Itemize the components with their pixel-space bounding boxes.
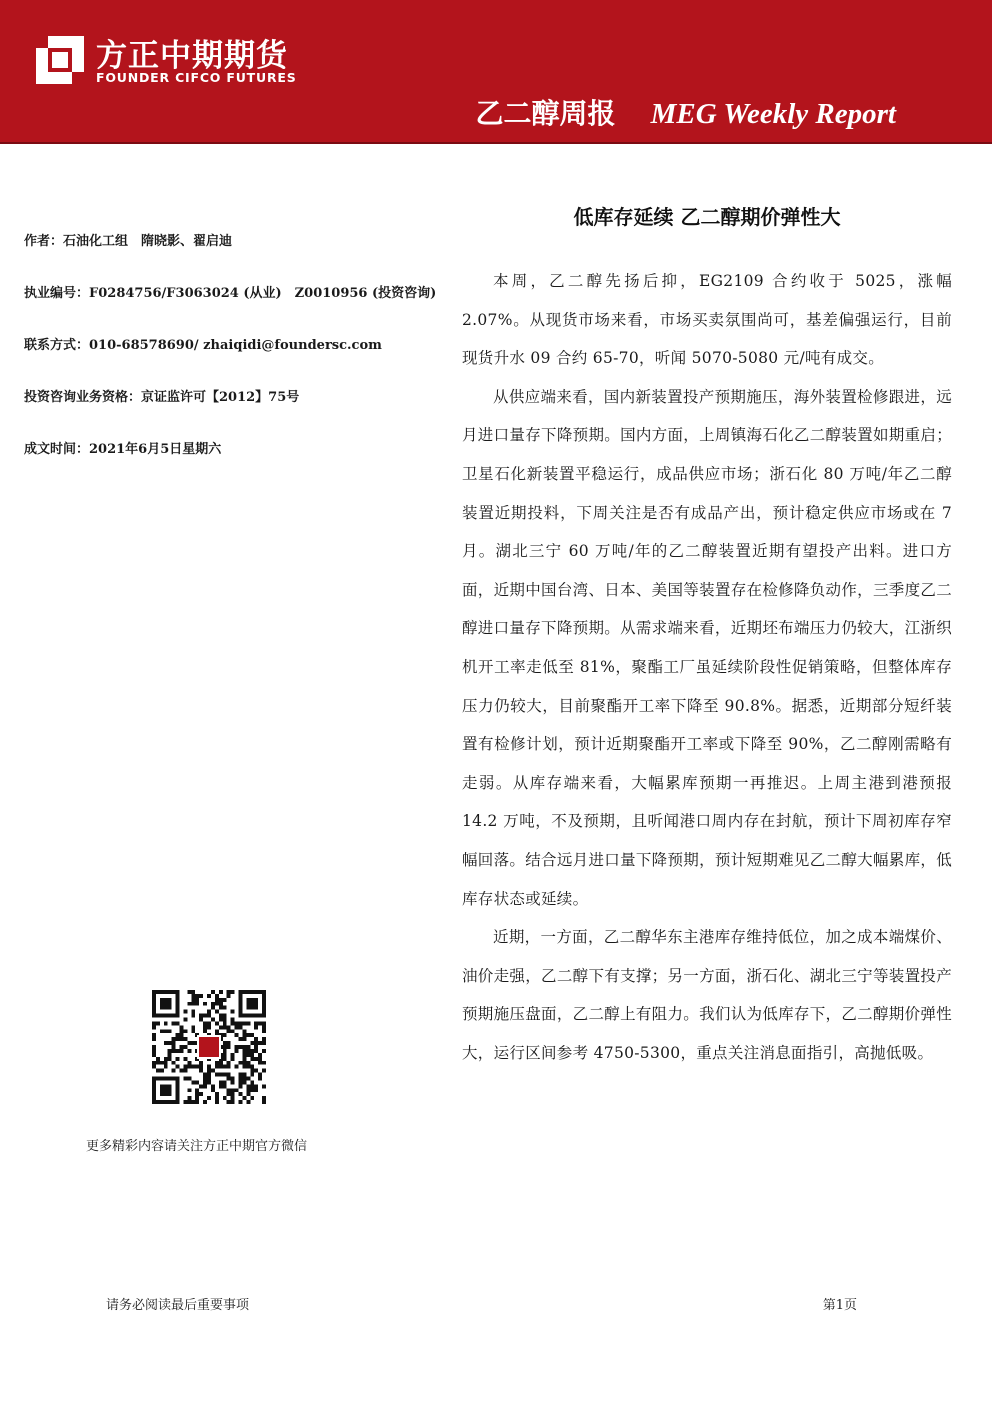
publish-date: 成文时间：2021年6月5日星期六 (24, 442, 222, 457)
wechat-qr-code (152, 990, 266, 1104)
article-title: 低库存延续 乙二醇期价弹性大 (573, 205, 841, 229)
report-title-cn: 乙二醇周报 (475, 97, 616, 130)
contact-info: 联系方式：010-68578690/ zhaiqidi@foundersc.com (24, 338, 382, 353)
qualification: 投资咨询业务资格：京证监许可【2012】75号 (24, 390, 300, 405)
logo-mark-icon (34, 34, 86, 86)
author-info (24, 230, 436, 490)
page-number: 第1页 (822, 1298, 857, 1313)
report-header (0, 0, 992, 142)
article-paragraph: 近期，一方面，乙二醇华东主港库存维持低位，加之成本端煤价、油价走强，乙二醇下有支撑；另一方面，浙石化、湖北三宁等装置投产预期施压盘面，乙二醇上有阻力。我们认为低库存下，乙二醇期价弹性大，运行区间参考 4750-5300，重点关注消息面指引，高抛低吸。 (462, 928, 952, 1062)
article-paragraph: 从供应端来看，国内新装置投产预期施压，海外装置检修跟进，远月进口量存下降预期。国内方面，上周镇海石化乙二醇装置如期重启；卫星石化新装置平稳运行，成品供应市场；浙石化 80 万吨/年乙二醇装置近期投料，下周关注是否有成品产出，预计稳定供应市场或在 7 月。湖北三宁 60 万吨/年的乙二醇装置近期有望投产出料。进口方面，近期中国台湾、日本、美国等装置存在检修降负动作，三季度乙二醇进口量存下降预期。从需求端来看，近期坯布端压力仍较大，江浙织机开工率走低至 81%，聚酯工厂虽延续阶段性促销策略，但整体库存压力仍较大，目前聚酯开工率下降至 90.8%。据悉，近期部分短纤装置有检修计划，预计近期聚酯开工率或下降至 90%，乙二醇刚需略有走弱。从库存端来看，大幅累库预期一再推迟。上周主港到港预报 14.2 万吨，不及预期，且听闻港口周内存在封航，预计下周初库存窄幅回落。结合远月进口量下降预期，预计短期难见乙二醇大幅累库，低库存状态或延续。 (462, 387, 952, 908)
article-body (462, 262, 952, 1072)
author: 作者：石油化工组 隋晓影、翟启迪 (24, 234, 233, 249)
logo-text-en: FOUNDER CIFCO FUTURES (96, 70, 297, 85)
article-paragraph: 本周，乙二醇先扬后抑，EG2109 合约收于 5025，涨幅 2.07%。从现货市场来看，市场买卖氛围尚可，基差偏强运行，目前现货升水 09 合约 65-70，听闻 5070-5080 元/吨有成交。 (462, 272, 952, 368)
logo-text-cn: 方正中期期货 (96, 38, 288, 74)
report-title (475, 92, 896, 132)
report-title-en: MEG Weekly Report (650, 98, 896, 130)
license-number: 执业编号：F0284756/F3063024 (从业) Z0010956 (投资咨询) (24, 286, 437, 301)
qr-caption: 更多精彩内容请关注方正中期官方微信 (86, 1139, 308, 1154)
header-divider (0, 142, 992, 144)
footer-notice: 请务必阅读最后重要事项 (106, 1298, 250, 1313)
